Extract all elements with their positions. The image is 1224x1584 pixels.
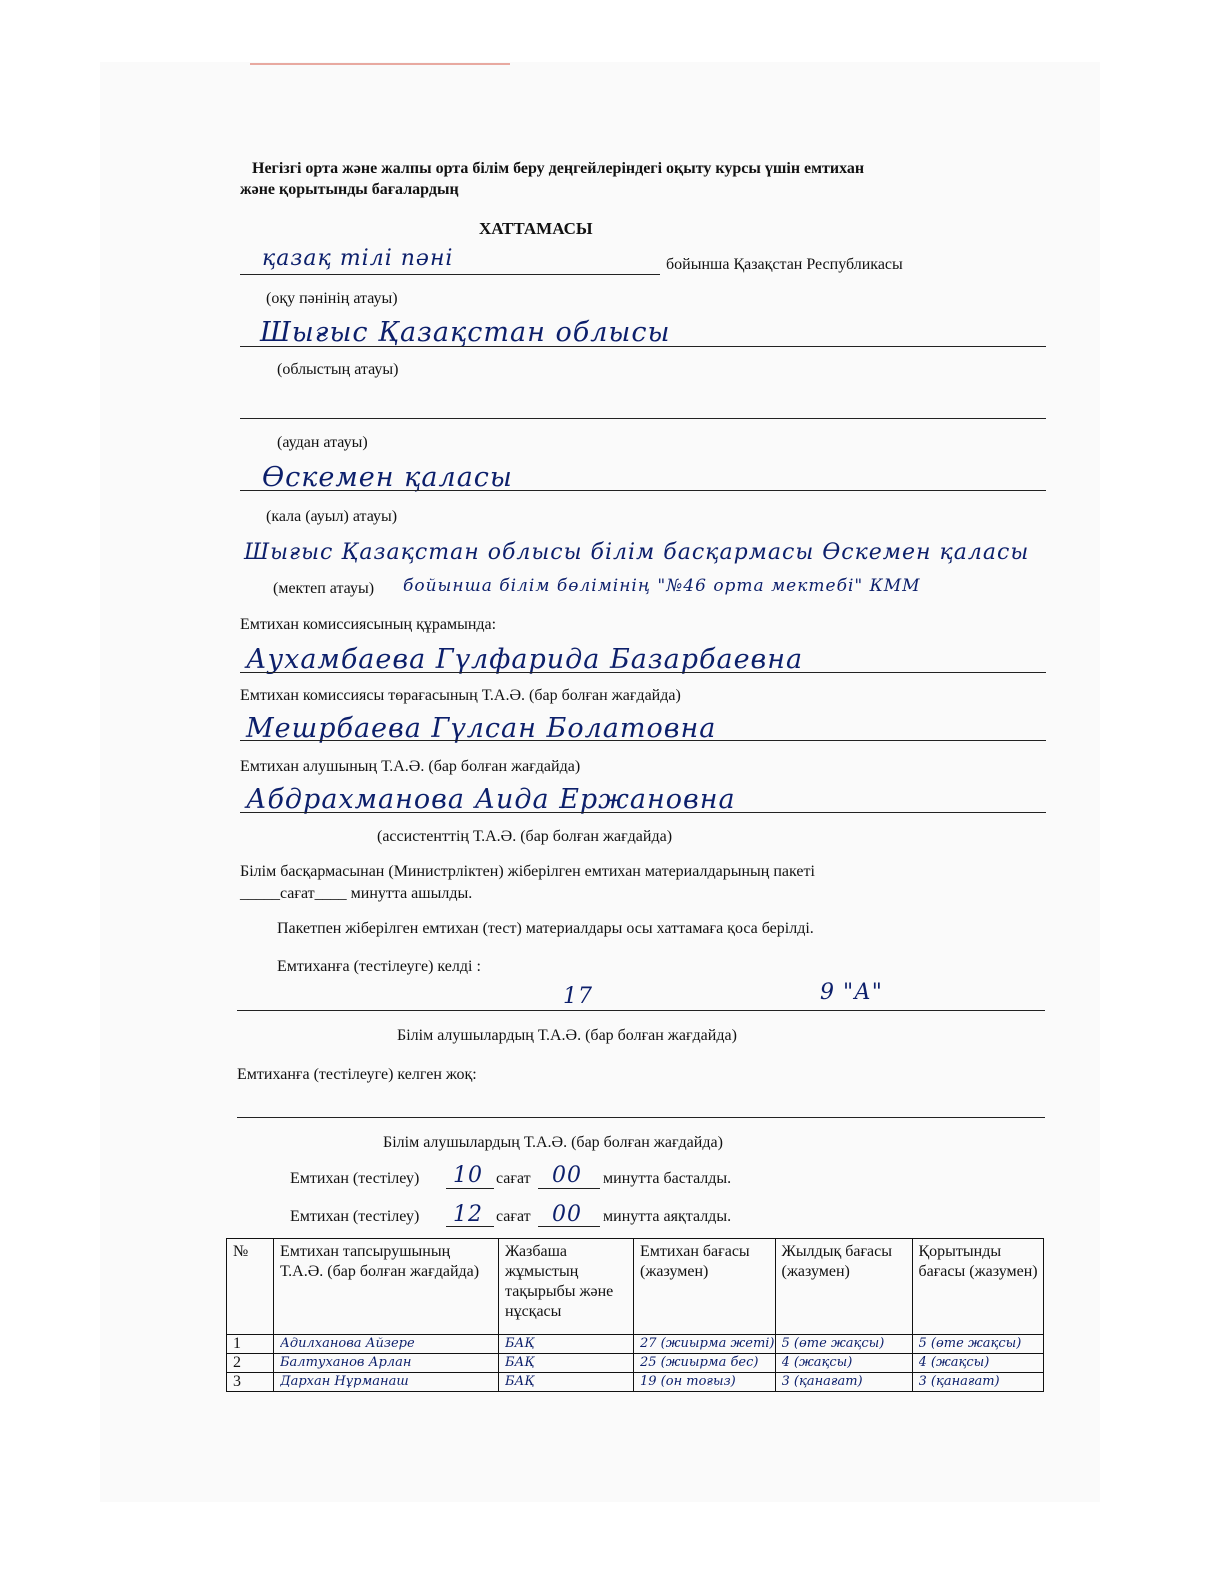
header-exam-grade: Емтихан бағасы (жазумен) bbox=[634, 1239, 776, 1335]
student-name: Дархан Нұрманаш bbox=[280, 1374, 409, 1389]
student-name: Балтуханов Арлан bbox=[280, 1355, 412, 1370]
subject-suffix: бойынша Қазақстан Республикасы bbox=[666, 256, 903, 273]
present-caption: Білім алушылардың Т.А.Ә. (бар болған жағдайда) bbox=[397, 1027, 737, 1044]
package-line-1: Білім басқармасынан (Министрліктен) жіберілген емтихан материалдарының пакеті bbox=[240, 863, 815, 880]
header-line-1: Негізгі орта және жалпы орта білім беру деңгейлеріндегі оқыту курсы үшін емтихан bbox=[252, 160, 865, 177]
end-minute-underline bbox=[538, 1226, 600, 1227]
start-hour-underline bbox=[446, 1188, 494, 1189]
written-topic: БАҚ bbox=[505, 1374, 535, 1389]
row-number: 2 bbox=[227, 1354, 274, 1373]
region-caption: (облыстың атауы) bbox=[277, 361, 399, 378]
school-handwritten-line-1: Шығыс Қазақстан облысы білім басқармасы Өскемен қаласы bbox=[244, 540, 1030, 565]
chair-caption: Емтихан комиссиясы төрағасының Т.А.Ә. (бар болған жағдайда) bbox=[240, 687, 681, 704]
exam-grade: 25 (жиырма бес) bbox=[640, 1355, 759, 1370]
header-number: № bbox=[227, 1239, 274, 1335]
chair-handwritten: Аухамбаева Гүлфарида Базарбаевна bbox=[246, 644, 804, 675]
absent-label: Емтиханға (тестілеуге) келген жоқ: bbox=[237, 1066, 477, 1083]
start-mid: сағат bbox=[496, 1170, 531, 1187]
header-line-2: және қорытынды бағалардың bbox=[240, 181, 459, 198]
package-line-2: _____сағат____ минутта ашылды. bbox=[240, 885, 473, 902]
exam-grade: 19 (он тоғыз) bbox=[640, 1374, 736, 1389]
absent-underline bbox=[237, 1117, 1045, 1118]
exam-grade: 27 (жиырма жеті) bbox=[640, 1336, 775, 1351]
written-topic: БАҚ bbox=[505, 1336, 535, 1351]
examiner-underline bbox=[240, 740, 1046, 741]
end-suffix: минутта аяқталды. bbox=[603, 1208, 732, 1225]
start-minute-handwritten: 00 bbox=[552, 1163, 582, 1188]
table-row bbox=[227, 1335, 1044, 1354]
district-caption: (аудан атауы) bbox=[277, 434, 368, 451]
chair-underline bbox=[240, 672, 1046, 673]
annual-grade: 5 (өте жақсы) bbox=[781, 1336, 885, 1351]
subject-caption: (оқу пәнінің атауы) bbox=[266, 290, 398, 307]
table-row bbox=[227, 1373, 1044, 1392]
subject-underline bbox=[240, 274, 660, 275]
city-caption: (кала (ауыл) атауы) bbox=[266, 508, 398, 525]
subject-handwritten: қазақ тілі пәні bbox=[262, 246, 454, 271]
top-edge-mark bbox=[250, 63, 510, 65]
start-suffix: минутта басталды. bbox=[603, 1170, 732, 1187]
present-class-handwritten: 9 "А" bbox=[820, 980, 883, 1005]
end-mid: сағат bbox=[496, 1208, 531, 1225]
region-handwritten: Шығыс Қазақстан облысы bbox=[260, 317, 671, 348]
end-minute-handwritten: 00 bbox=[552, 1202, 582, 1227]
row-number: 1 bbox=[227, 1335, 274, 1354]
commission-label: Емтихан комиссиясының құрамында: bbox=[240, 616, 497, 633]
start-prefix: Емтихан (тестілеу) bbox=[290, 1170, 420, 1187]
assistant-underline bbox=[240, 812, 1046, 813]
package-attached: Пакетпен жіберілген емтихан (тест) материалдары осы хаттамаға қоса берілді. bbox=[277, 920, 814, 937]
school-handwritten-line-2: бойынша білім бөлімінің "№46 орта мектебі" КММ bbox=[403, 576, 921, 596]
end-hour-underline bbox=[446, 1226, 494, 1227]
annual-grade: 3 (қанағат) bbox=[781, 1374, 863, 1389]
assistant-caption: (ассистенттің Т.А.Ә. (бар болған жағдайда) bbox=[377, 828, 673, 845]
final-grade: 5 (өте жақсы) bbox=[918, 1336, 1022, 1351]
start-hour-handwritten: 10 bbox=[453, 1163, 483, 1188]
end-hour-handwritten: 12 bbox=[453, 1202, 483, 1227]
written-topic: БАҚ bbox=[505, 1355, 535, 1370]
final-grade: 4 (жақсы) bbox=[918, 1355, 990, 1370]
header-final-grade: Қорытынды бағасы (жазумен) bbox=[912, 1239, 1043, 1335]
header-written-topic: Жазбаша жұмыстың тақырыбы және нұсқасы bbox=[499, 1239, 634, 1335]
assistant-handwritten: Абдрахманова Аида Ержановна bbox=[246, 784, 736, 815]
examiner-handwritten: Мешрбаева Гүлсан Болатовна bbox=[246, 713, 717, 744]
present-label: Емтиханға (тестілеуге) келді : bbox=[277, 958, 481, 975]
student-name: Адилханова Айзере bbox=[280, 1336, 415, 1351]
city-underline bbox=[240, 490, 1046, 491]
header-annual-grade: Жылдық бағасы (жазумен) bbox=[775, 1239, 912, 1335]
end-prefix: Емтихан (тестілеу) bbox=[290, 1208, 420, 1225]
header-student-name: Емтихан тапсырушының Т.А.Ә. (бар болған жағдайда) bbox=[274, 1239, 499, 1335]
start-minute-underline bbox=[538, 1188, 600, 1189]
region-underline bbox=[240, 346, 1046, 347]
grades-table bbox=[226, 1238, 1044, 1392]
final-grade: 3 (қанағат) bbox=[918, 1374, 1000, 1389]
absent-caption: Білім алушылардың Т.А.Ә. (бар болған жағдайда) bbox=[383, 1134, 723, 1151]
annual-grade: 4 (жақсы) bbox=[781, 1355, 853, 1370]
row-number: 3 bbox=[227, 1373, 274, 1392]
school-caption: (мектеп атауы) bbox=[273, 580, 375, 597]
table-header-row bbox=[227, 1239, 1044, 1335]
table-row bbox=[227, 1354, 1044, 1373]
document-title: ХАТТАМАСЫ bbox=[479, 219, 593, 238]
examiner-caption: Емтихан алушының Т.А.Ә. (бар болған жағдайда) bbox=[240, 758, 581, 775]
present-count-handwritten: 17 bbox=[563, 984, 593, 1009]
district-underline bbox=[240, 418, 1046, 419]
city-handwritten: Өскемен қаласы bbox=[262, 462, 513, 493]
present-underline bbox=[237, 1010, 1045, 1011]
